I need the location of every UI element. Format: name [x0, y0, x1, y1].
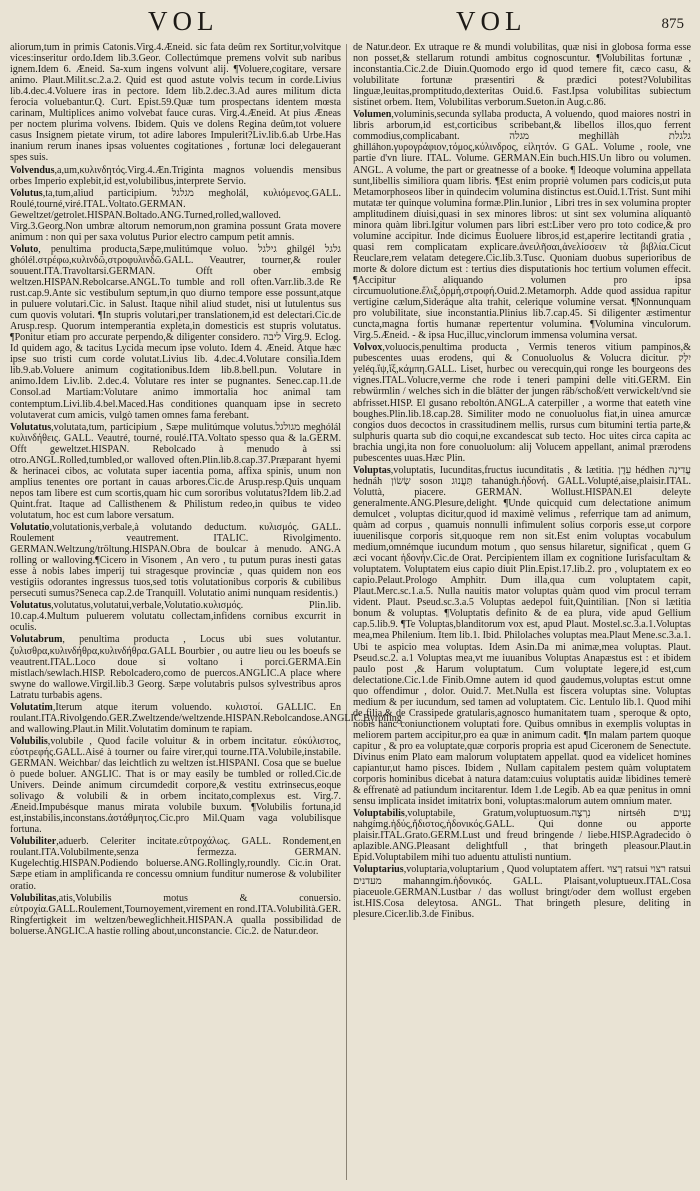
entry-headword: Volubilis — [10, 735, 48, 747]
entry-headword: Volutus — [10, 187, 43, 199]
entry-headword: Volutatio — [10, 522, 50, 534]
dictionary-entry — [353, 465, 691, 807]
entry-headword: Volubiliter — [10, 836, 57, 848]
entry-headword: Volumen — [353, 109, 392, 121]
running-head-left: VOL — [148, 6, 219, 36]
dictionary-entry — [10, 701, 402, 735]
dictionary-entry — [10, 42, 341, 164]
dictionary-entry — [353, 864, 691, 919]
page-number: 875 — [661, 16, 684, 32]
dictionary-entry — [10, 736, 341, 835]
entry-headword: Volvendus — [10, 164, 55, 176]
entry-headword: Volutatus — [10, 421, 52, 433]
entry-text: ,atis,Volubilis motus & conuersio. εὐτροχία.GALL.Roulement,Tournoyement,virement en rond.ITA.Volubilità.GER. Ringfertigkeit im weltzen/beweglichheit.HISPAN.A qualla possibilidad de boluerse.ANGLIC.A hastie rolling about,unconstancie. Cic.2. de Natur.deor. — [10, 892, 341, 937]
dictionary-entry — [10, 522, 341, 599]
entry-text: , penultima producta,Sæpe,mulitúmque voluo. גילגל ghilgél גלגל ghólél.στρέφω,κυλινδῶ,στροφυλινδῶ.GALL. Veautrer, tourner,& rouler souuent.ITA.Travoltarsi.GERMAN. Offt ober embsig weltzen.HISPAN.Rebolcarse.ANGL.To tumble and roll often.Varr.lib.3.de Re rust.cap.9.Ante sic vestibulum septum,in quo diurno tempore esse possunt,atque in puluere volutari.Cic. in Salust. Itaque nihil aliud studet, nisi ut lutulentus sus cum quovis volutari. ¶In stupris volutari,per translationem,id est delectari.Cic.de Arusp.resp. Quorum intemperantia expleta,in domesticis est stupris volutatus. ¶Ponitur etiam pro accurate perpendo,& diligenter considero. ליבה Virg.9. Eclog. Id quidem ago, & tacitus Lycida mecum ipse voluto. Idem 4. Æneid. Atque hæc ipse suo tristi cum corde volutat.Livius lib. 4.dec.4.Volutare consilia.Idem lib.9.ab.Voluere animum cogitationibus.Idem lib.8.bell.pun. Volutare in animo.Idem Liv.lib. 2.dec.4. Volutare res inter se pugnantes. Senec.cap.11.de Consol.ad Martiam:Volutare animo immortalia hoc animal tam contemptum.Livi.lib.4.bel.Maced.Has conditiones quanquam ipse in secreto volutaverat cum amicis, vulgò tamen omnes fama ferebant. — [10, 243, 342, 421]
entry-text: ,voluocis,penultima producta , Vermis teneros vitium pampinos,& pubescentes uuas erodens, qui & Conuoluolus & Volucra dicitur. יִלֶק yeléq.ἴψ,ἴξ,κάμπη.GALL. Liset, hurbec ou verecquin,qui ronge les bourgeons des vignes.ITAL.Volucre,verme che rode i teneri pampini delle viti.GERM. Ein rebwürmlin / welches sich in die blätter der jungen räb/schoß/ett verwickelt/vnd sie abfrisset.HISP. El gusano reboltón.ANGL.A caterpiller , a worme that eateth vine boughes.Plin.lib.18.cap.28. Similiter modo ne conuoluolus fiat,in uinea amurcæ congios duos decoctos in crassitudinem mellis, rursus cum bitumini tertia parte,& sulphuris quarta sub dio coqui,ne excandescat sub tecto. Hoc uites circa capita ac brachia ungi,ita non fore conuoluolum: alij Volucem appellant, animal prærodens pubescentes uuas.Hæc Plin. — [353, 342, 691, 464]
entry-text: ,ta,tum,aliud participium. מגלגל megholál, κυλιόμενος.GALL. Roulé,tourné,viré.ITAL.Voltato.GERMAN. Geweltzet/getrolet.HISPAN.Boltado.ANG.Turned,rolled,walloved. Virg.3.Georg.Non umbræ altorum nemorum,non gramina possunt Grata movere animum : non qui per saxa volutus Purior electro campum petit amnis. — [10, 187, 342, 243]
dictionary-entry — [10, 422, 341, 521]
entry-headword: Voluto — [10, 243, 39, 255]
entry-headword: Volubilitas — [10, 892, 57, 904]
entry-headword: Volutatus — [10, 600, 52, 612]
dictionary-entry — [10, 244, 341, 421]
entry-text: ,volubile , Quod facile voluitur & in orbem incitatur. εὐκύλιστος, εὐστρεφής.GALL.Aisé à tourner ou faire virer,qui tourne.ITA.Volubile,instabile. GERMAN. Weichbar/ das leichtlich zu weltzen ist.HISPANI. Cosa que se buelue ò puede boluer. ANGLIC. That is or may easily be tumbled or rolled.Cic.de Univers. Deinde animum circumdedit corpore,& vestitu extrinsecus,eoque solivago & volubili & in orbem incitato,complexus est. Virg.7. Æneid.Impubésque manus mirata volubile buxum. ¶Volubilis fortuna,id est,instabilis,inconstans.ἀστάθμητος.Cic.pro Mil.Quam vaga volubilisque fortuna. — [10, 735, 341, 836]
dictionary-entry — [10, 165, 341, 187]
entry-text: ,voluminis,secunda syllaba producta, A voluendo, quod maiores nostri in libris arborum,id est,corticibus scribebant,& libellos illos,quo ferrent commodius,complicabant. מגלה meghillàh גלגלת ghilláhon.γυρογράφιον,τόμος,κύλινδρος, εἰλητόν. G GAL. Volume , roole, vne partie d'vn liure. ITAL. Volume. GERMAN.Ein buch.HIS.Un libro ou volumen. ANGL. A volume, the part or greatnesse of a booke. ¶ Ideoque volumina appellata sunt,libellis similiora quam libris. ¶Est enim propriè volumen pars codicis,ut puta Metamorphoseos liber in quindecim volumina distinctus est.Ouid.1.Trist. Sunt mihi mutatæ ter quinque volumina formæ.Plin.Iunior , Libri tres in sex volumina propter amplitudinem diuisi,quasi in sex minores libros: ut sint sex volumina aliquantò minora quàm libri.Igitur volumen pars libri est:Liber vero pro toto codice,& pro volumine accipitur. Inde dicimus Euoluere libros,id est,aperire lectitandi gratia , quasi rem complicatam explicare.ἀνειλῆσαι,ἀνελίσσειν τὰ βιβλία.Cicut Reuclare,rem velatam detegere.Cic.lib.3.Tusc. Quoniam duobus superioribus de morte & dolore dictum est : tertius dies disputationis hoc tertium volumen effecit. ¶Accipitur aliquando volumen pro ipsa circumuolutione.ἕλιξ,ὁρμή,στροφή.Ouid.2.Metamorph. Adde quod assidua rapitur vertigine cælum,Sideráque alta trahit, celerique volumine versat. ¶Nonnunquam pro volubilitate, siue inconstantia.Plinius lib.7.cap.45. Si diligenter æstimentur cuncta,magna fortis humanæ repertentur volumina. ¶Volumina vinculorum. Virg.5.Æneid. - & ipsa Huc,illuc,vinclorum immensa volumina versat. — [353, 109, 691, 342]
dictionary-entry — [353, 42, 691, 108]
dictionary-entry — [10, 836, 341, 891]
entry-text: ,aduerb. Celeriter incitate.εὐτροχάλως. GALL. Rondement,en roulant.ITA.Volubilmente,senza fermezza. GERMAN. Kugelechtig.HISPAN.Podiendo boluerse.ANG.Rollingly,roundly. Cic.in Orat. Sæpe etiam in amplificanda re concessu omnium funditur numerose & volubiliter oratio. — [10, 836, 341, 892]
entry-text: ,volutata,tum, participium , Sæpe mulitúmque volutus.מגולגל meghólál κυλινδήθεις. GALL. Veautré, tourné, roulé.ITA.Voltato spesso qua & la.GERM. Offt geweltzet.HISPAN. Rebolcado à menudo à ssi otro.ANGL.Rolled,tumbled,or walloved often.Plin.lib.8.cap.37.Præparant hyemi & herinacei cibos, ac volutata super iacentia poma, affixa spinis, unum non amplius tenentes ore portant in cauas arbores.Cic.de Arusp.resp.Quis unquam nepos tam libere est cum scortis,quam hic cum sororibus volutatus?Idem lib.2.ad Quint.frat. Itaque ad Callisthenem & Philistum redeo,in quibus te video volutatum, hoc est cum labore versatum. — [10, 421, 341, 521]
entry-text: aliorum,tum in primis Catonis.Virg.4.Æneid. sic fata deûm rex Sortitur,volvitque vices:inseritur ordo.Idem lib.3.Geor. Collectúmque premens volvit sub naribus ignem.Idem 6. Æneid. Sa-xum ingens volvunt alij. ¶Voluere,cogitare, versare animo. Plaut.Milit.sc.2.a.2. Quid est quod astute volvis tecum in corde.Livius lib.4.dec.4.Voluere iras in pectore. Idem lib.2.dec.3.Ad aures militum dicta ferocia voluebantur.Q. Curt. Epist.59.Quæ tum prospectans identem mœsta carinam, Multiplices animo volvebat fauce curas. Virg.4.Æneid. At pius Æneas per noctem plurima volvens. Ibidem. Quis ve dolens Regina deûm,tot voluere casus Insignem pietate virum, tot adire labores Impulerit?Liv.lib.6.ab Urbe.Has inanium rerum inanes ipsas voluentes cogitationes , fortunæ loci delegauerant spes suis. — [10, 42, 341, 164]
entry-text: ,Iterum atque iterum voluendo. κυλιστοί. GALLIC. En roulant.ITA.Rivolgendo.GER.Zweltzende/weltzende.HISPAN.Rebolcandose.ANGLIC.Byrolling and wallowing.Plaut.in Milit.Volutatim dominum te rapiam. — [10, 701, 402, 735]
dictionary-entry — [10, 600, 341, 633]
running-head-right: VOL — [456, 6, 527, 36]
dictionary-entry — [10, 188, 341, 243]
dictionary-entry — [10, 893, 341, 937]
dictionary-entry — [353, 808, 691, 863]
page-header — [0, 6, 700, 42]
entry-headword: Voluptabilis — [353, 808, 405, 820]
entry-text: ,volutationis,verbale,à volutando deductum. κυλισμός. GALL. Roulement , veautrement. ITALIC. Rivolgimento. GERMAN.Weltzung/tröltung.HISPAN.Obra de boulcar à menudo. ANG.A rolling or walloving.¶Cicero in Visonem , An vero , tu putum puras inesti gatas esse à nobis labes imperij tui stragesque provinciæ , quas quidem non eos vestigiis odorantes ingressus tuos,sed totis volutationibus corporis & cubilibus persecuti sumus?Seneca cap.2.de Tranquill. Volutatio animi nunquam residentis.) — [10, 522, 341, 600]
entry-text: ,voluptabile, Gratum,voluptuosum.נִרְצֶה nirtséh נָעִים nahgímg.ἡδύς,ἥδιστος,ἡδονικός.GALL. Qui donne ou apporte plaisir.ITAL.Grato.GERM.Lust und freud bringende / liebe.HISP.Agradecido ò aplazible.ANG.Pleasant delightfull , that bringeth pleasour.Plaut.in Epid.Voluptabilem mihi tuo aduentu attulisti nuntium. — [353, 808, 691, 864]
entry-headword: Volutabrum — [10, 634, 63, 646]
dictionary-entry — [353, 109, 691, 341]
entry-text: ,a,um,κυλινδητός.Virg.4.Æn.Triginta magnos voluendis mensibus orbes Imperio explebit,id est,volubilibus,interprete Servio. — [10, 164, 341, 187]
entry-headword: Voluptas — [353, 464, 391, 476]
entry-text: de Natur.deor. Ex utraque re & mundi volubilitas, quæ nisi in globosa forma esse non posset,& stellarum rotundi ambitus cognoscuntur. ¶Volubilitas fortunæ , inconstantia.Cic.2.de Diuin.Quomodo ergo id quod temere fit, cæco casu, & volubilitate fortunæ præsentiri & prædici potest?Volubilitas linguæ,leuitas,promptitudo,dexteritas Ouid.6. Fast.Ipsa volubilitas subiectum sistinet orbem. Item, Volubilitas verborum.Sueton.in Aug.c.86. — [353, 42, 691, 109]
dictionary-entry — [10, 634, 341, 700]
column-divider — [346, 44, 347, 1180]
entry-text: ,voluptatis, Iucunditas,fructus iucunditatis , & lætitia. עֵדֶן hédhen עֲדִינָה hednáh שָׂשׂוֹן soson תַּעֲנוּג tahanúgh.ἡδονή. GALL.Volupté,aise,plaisir.ITAL. Voluttà, piacere. GERMAN. Wollust.HISPAN.El deleyte generalmente.ANG.Plesure,delight. ¶Unde quicquid cum delectatione animum demulcet , voluptas dicitur,quod id maximè velimus , referrique tam ad animum, quàm ad corpus , quamuis nonnulli infimulent solius corporis esse,ut corpore iuuenilisque corporis sit,quoque rem non sit.Est enim voluptas vocabulum medium,omnémque iucundum motum , quo sensus hilaretur, significat , quem G æci vocant ἡδονήν.Cic.de Orat. Percipientem illam ex cognitione Iurisfacultam & voluptatem. Voluptatem eius capio diuit Plin.Epist.17.lib.2. pro , voluptatem ex eo capio.Pelaut.Prologo Amphitr. Dum illa,qua cum voluptatem capit, Plaut.Merc.sc.1.a.5. Nulla nauitis mator voluptas quàm quod vim procul terram vident. Plaut. Pseud.sc.3.a.5 Voluptas aedepol fuit,Quintilian. [Non si lætitia bonum & voluptas. ¶Voluptatis definito & de ea plura, vide apud Gellium cap.5.lib.9. ¶Te Voluptas,blanditorum vox est, apud Plaut. Mostel.sc.3.a.1.Voluptas mea,mea Philenium. Item lib.1. Ibid. Philolaches voluptas mea.Plaut Mene.sc.3.a.1. Ubi te aspicio mea voluptas. Idem Asin.Da mi animæ,mea voluptas. Plaut. Pseud.sc.2. a.1 Voluptas mea,vt me iuuanibus Voluptas Anapæstus est : et ibidem paulo post ,& Harum voluptatum. Cum voluptate legere,id est,cum delectatione.Cic.1.de Finib.Omne autem id quod gaudemus,voluptas est:ut omne quo offendimur , dolor. Ouid.7. Met.Nulla est fiscera voluptas sine. Voluptas medium & per iucundum, sed tamen ad voluptatem. Cic. Lentulo lib.1. Quod mihi de filia,& de Crassipede gratularis,agnosco humanitatem tuam , speroque & opto, nobis hanc coniunctionem voluptati fore. Quibus omnibus in exemplis voluptas in meliorem partem accipitur,pro ea quæ in animum cadit. ¶In malam partem quoque capitur , & pro ea voluptate,quæ corporis propria est apud Ciceronem de Senectute. Divinus enim Plato eam malorum voluptatem appellat. quod ea videlicet homines capiantur,ut hamo pisces. Ibidem , Nullam capitalem pestem quàm voluptatem corporis hominibus dicebat à natura datam:cuius voluptatis auidæ libidines temerè & effrenatè ad patiundum incitarentur. Idem 1.de Legib. Ab ea quæ penitus in omni sensu implicata insidet imitatrix boni, voluptas:malorum autem omnium mater. — [353, 464, 692, 808]
dictionary-entry — [353, 342, 691, 464]
entry-headword: Volvox — [353, 342, 383, 354]
entry-headword: Voluptarius — [353, 864, 404, 876]
entry-headword: Volutatim — [10, 701, 53, 713]
entry-text: ,volutatus,volutatui,verbale,Volutatio.κυλισμός. Plin.lib. 10.cap.4.Multum puluerem volutatu collectam,infidens cornibus excurrit in oculis. — [10, 600, 341, 634]
right-column — [353, 42, 691, 1182]
entry-text: ,voluptaria,voluptarium , Quod voluptatem affert. רָצוּי ratsui רצוי ratsui מעדנים mahanngím.ἡδονικός. GALL. Plaisant,voluptueux.ITAL.Cosa piaceuole.GERMAN.Lustbar / das wollust bringt/oder dem wollust ergeben ist.HIS.Cosa deleytosa. ANGL. That bringeth plesure, deliting in plesure.Cicer.lib.3.de Finibus. — [353, 864, 691, 920]
entry-text: , penultima producta , Locus ubi sues volutantur. ζυλισθρα,κυλινδήθρα,κυλινδήθρα.GALL Bourbier , ou autre lieu ou les boeufs se veautrent.ITAL.Loco doue si voltano i porci.GERMA.Ein mistlach/sewlach.HISP. Rebolcadero,como de puercos.ANGLIC.A place where swyne do wallowe.Virgil.lib.3 Georg. Sæpe volutabris pulsos sylvestribus apros Latratu turbabis agens. — [10, 634, 341, 701]
